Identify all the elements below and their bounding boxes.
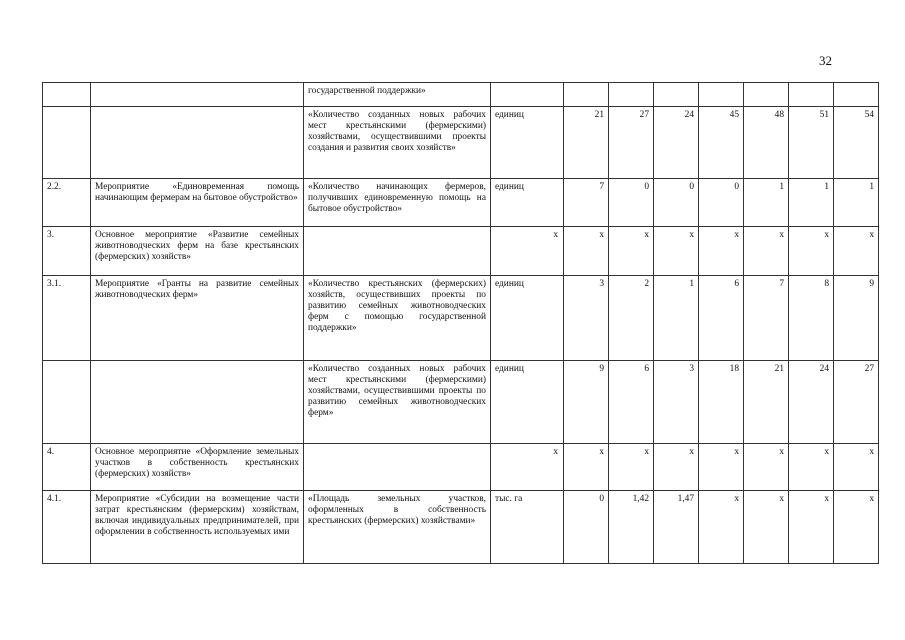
row-number-cell: 4. [43,444,91,491]
row-number-cell [43,107,91,179]
value-cell: 0 [609,179,654,227]
value-cell: 51 [789,107,834,179]
value-cell: 1 [834,179,879,227]
indicator-cell [304,227,491,276]
unit-cell: единиц [491,107,564,179]
unit-cell: х [491,444,564,491]
value-cell [564,83,609,107]
value-cell: х [789,444,834,491]
value-cell: 9 [834,276,879,361]
value-cell: х [789,227,834,276]
value-cell: 7 [744,276,789,361]
indicator-cell [304,444,491,491]
row-number-cell: 2.2. [43,179,91,227]
value-cell: 6 [609,361,654,444]
value-cell: 1 [654,276,699,361]
value-cell: 0 [699,179,744,227]
table-row [43,444,879,491]
value-cell [654,83,699,107]
value-cell: 48 [744,107,789,179]
table-row [43,179,879,227]
value-cell [789,83,834,107]
event-cell [91,107,304,179]
event-cell: Мероприятие «Единовременная помощь начинающим фермерам на бытовое обустройство» [91,179,304,227]
value-cell: 6 [699,276,744,361]
indicators-table [42,82,879,564]
value-cell: х [834,444,879,491]
page-number: 32 [819,53,832,68]
unit-cell: единиц [491,276,564,361]
value-cell: 27 [609,107,654,179]
table-row [43,83,879,107]
event-cell: Мероприятие «Субсидии на возмещение части затрат крестьянским (фермерским) хозяйствам, включая индивидуальных предпринимателей, при оформлении в собственность используемых ими [91,491,304,564]
value-cell: 18 [699,361,744,444]
event-cell: Мероприятие «Гранты на развитие семейных животноводческих ферм» [91,276,304,361]
value-cell: х [564,227,609,276]
value-cell: х [609,227,654,276]
value-cell: 7 [564,179,609,227]
unit-cell: единиц [491,179,564,227]
value-cell: 8 [789,276,834,361]
value-cell: 21 [564,107,609,179]
event-cell: Основное мероприятие «Оформление земельных участков в собственность крестьянских (фермерских) хозяйств» [91,444,304,491]
row-number-cell: 3. [43,227,91,276]
value-cell: 45 [699,107,744,179]
value-cell: 0 [654,179,699,227]
value-cell: 24 [654,107,699,179]
value-cell: х [744,444,789,491]
value-cell: 9 [564,361,609,444]
value-cell: х [744,491,789,564]
event-cell: Основное мероприятие «Развитие семейных животноводческих ферм на базе крестьянских (фермерских) хозяйств» [91,227,304,276]
unit-cell: тыс. га [491,491,564,564]
value-cell: 0 [564,491,609,564]
indicator-cell: «Площадь земельных участков, оформленных в собственность крестьянских (фермерских) хозяйствами» [304,491,491,564]
value-cell [834,83,879,107]
value-cell: х [654,444,699,491]
table-row [43,491,879,564]
value-cell: х [699,444,744,491]
value-cell [699,83,744,107]
value-cell: х [834,491,879,564]
unit-cell [491,83,564,107]
indicator-cell: государственной поддержки» [304,83,491,107]
value-cell: х [699,491,744,564]
table-row [43,276,879,361]
row-number-cell [43,361,91,444]
value-cell: 1,47 [654,491,699,564]
indicator-cell: «Количество созданных новых рабочих мест крестьянскими (фермерскими) хозяйствами, осуществившими проекты создания и развития своих хозяйств» [304,107,491,179]
table-row [43,227,879,276]
value-cell: 21 [744,361,789,444]
value-cell: 3 [654,361,699,444]
row-number-cell [43,83,91,107]
unit-cell: х [491,227,564,276]
value-cell [744,83,789,107]
event-cell [91,83,304,107]
event-cell [91,361,304,444]
value-cell: х [699,227,744,276]
row-number-cell: 4.1. [43,491,91,564]
value-cell: х [654,227,699,276]
unit-cell: единиц [491,361,564,444]
indicator-cell: «Количество крестьянских (фермерских) хозяйств, осуществивших проекты по развитию семейных животноводческих ферм с помощью государственной поддержки» [304,276,491,361]
value-cell: 54 [834,107,879,179]
value-cell: х [744,227,789,276]
table-row [43,361,879,444]
value-cell: х [609,444,654,491]
table-row [43,107,879,179]
indicator-cell: «Количество созданных новых рабочих мест крестьянскими (фермерскими) хозяйствами, осуществившими проекты по развитию семейных животноводческих ферм» [304,361,491,444]
value-cell: х [834,227,879,276]
value-cell: 1,42 [609,491,654,564]
indicator-cell: «Количество начинающих фермеров, получивших единовременную помощь на бытовое обустройство» [304,179,491,227]
value-cell: 1 [744,179,789,227]
value-cell: 2 [609,276,654,361]
value-cell: х [564,444,609,491]
value-cell: х [789,491,834,564]
row-number-cell: 3.1. [43,276,91,361]
value-cell [609,83,654,107]
value-cell: 3 [564,276,609,361]
value-cell: 27 [834,361,879,444]
value-cell: 1 [789,179,834,227]
value-cell: 24 [789,361,834,444]
